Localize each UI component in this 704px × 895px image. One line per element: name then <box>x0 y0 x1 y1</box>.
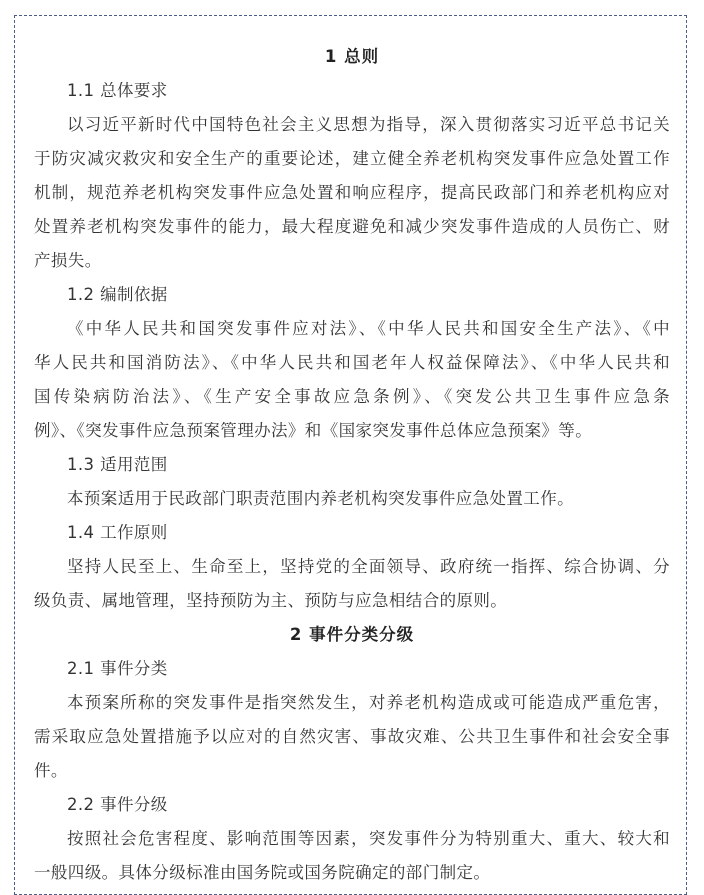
paragraph-line: 机制，规范养老机构突发事件应急处置和响应程序，提高民政部门和养老机构应对 <box>34 183 670 202</box>
subheading-compilation-basis: 1.2 编制依据 <box>67 285 168 304</box>
paragraph-line: 以习近平新时代中国特色社会主义思想为指导，深入贯彻落实习近平总书记关 <box>67 115 670 134</box>
subheading-working-principles: 1.4 工作原则 <box>67 523 168 542</box>
paragraph-line: 于防灾减灾救灾和安全生产的重要论述，建立健全养老机构突发事件应急处置工作 <box>34 149 670 168</box>
paragraph-line: 处置养老机构突发事件的能力，最大程度避免和减少突发事件造成的人员伤亡、财 <box>34 217 670 236</box>
paragraph-line: 坚持人民至上、生命至上，坚持党的全面领导、政府统一指挥、综合协调、分 <box>67 557 670 576</box>
document-body <box>34 40 670 890</box>
paragraph-line: 件。 <box>34 761 68 780</box>
paragraph-line: 《中华人民共和国突发事件应对法》、《中华人民共和国安全生产法》、《中 <box>67 319 670 338</box>
paragraph-line: 级负责、属地管理，坚持预防为主、预防与应急相结合的原则。 <box>34 591 508 610</box>
paragraph-line: 产损失。 <box>34 251 102 270</box>
paragraph-event-grading <box>34 822 670 890</box>
paragraph-line: 本预案适用于民政部门职责范围内养老机构突发事件应急处置工作。 <box>67 489 574 508</box>
subheading-event-classification: 2.1 事件分类 <box>67 659 168 678</box>
subheading-overall-requirements: 1.1 总体要求 <box>67 81 168 100</box>
paragraph-line: 本预案所称的突发事件是指突然发生，对养老机构造成或可能造成严重危害， <box>67 693 670 712</box>
paragraph-compilation-basis <box>34 312 670 448</box>
paragraph-line: 一般四级。具体分级标准由国务院或国务院确定的部门制定。 <box>34 863 491 882</box>
paragraph-line: 例》、《突发事件应急预案管理办法》和《国家突发事件总体应急预案》等。 <box>34 421 593 440</box>
paragraph-scope <box>34 482 670 516</box>
subheading-scope: 1.3 适用范围 <box>67 455 168 474</box>
section-heading-classification: 2 事件分类分级 <box>289 625 415 644</box>
paragraph-working-principles <box>34 550 670 618</box>
paragraph-line: 需采取应急处置措施予以应对的自然灾害、事故灾难、公共卫生事件和社会安全事 <box>34 727 670 746</box>
paragraph-event-classification <box>34 686 670 788</box>
paragraph-line: 华人民共和国消防法》、《中华人民共和国老年人权益保障法》、《中华人民共和 <box>34 353 670 372</box>
paragraph-line: 按照社会危害程度、影响范围等因素，突发事件分为特别重大、重大、较大和 <box>67 829 670 848</box>
section-heading-general: 1 总则 <box>324 47 380 66</box>
subheading-event-grading: 2.2 事件分级 <box>67 795 168 814</box>
paragraph-overall-requirements <box>34 108 670 278</box>
paragraph-line: 国传染病防治法》、《生产安全事故应急条例》、《突发公共卫生事件应急条 <box>34 387 670 406</box>
